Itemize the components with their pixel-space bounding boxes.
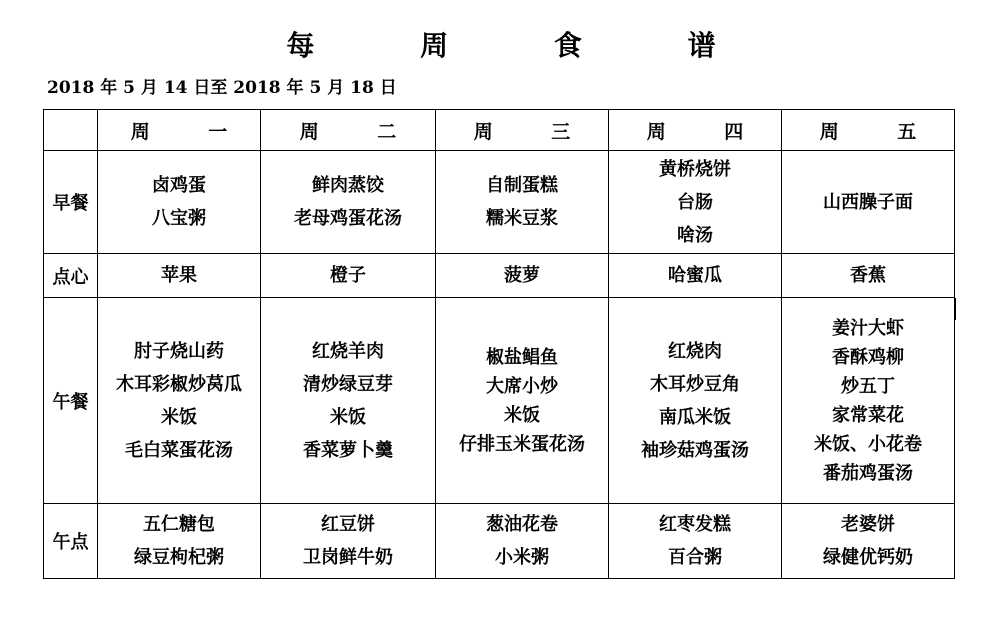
menu-cell [98, 298, 261, 504]
dish: 五仁糖包 [143, 514, 215, 535]
dish: 鲜肉蒸饺 [312, 175, 384, 196]
weekly-menu-table [43, 109, 955, 579]
day-header-mon: 周 一 [98, 110, 261, 151]
menu-cell [98, 254, 261, 298]
dish: 大席小炒 [486, 375, 558, 397]
dish: 小米粥 [495, 547, 549, 568]
table-row [44, 151, 955, 254]
menu-cell [782, 254, 955, 298]
dish: 八宝粥 [152, 208, 206, 229]
dish: 姜汁大虾 [832, 317, 904, 339]
dish: 米饭 [504, 404, 540, 426]
meal-label-snack: 点心 [44, 254, 98, 298]
dish: 米饭 [330, 406, 366, 428]
dish: 肘子烧山药 [134, 340, 224, 362]
dish: 台肠 [677, 191, 713, 213]
menu-cell [782, 504, 955, 579]
day-header-tue: 周 二 [261, 110, 436, 151]
day-header-wed: 周 三 [436, 110, 609, 151]
dish: 菠萝 [504, 265, 540, 286]
dish: 黄桥烧饼 [659, 158, 731, 180]
dish: 香菜萝卜羹 [303, 439, 393, 461]
menu-cell [261, 504, 436, 579]
dish: 香蕉 [850, 265, 886, 286]
dish: 百合粥 [668, 547, 722, 568]
dish: 木耳彩椒炒莴瓜 [116, 373, 242, 395]
menu-cell [436, 254, 609, 298]
dish: 糯米豆浆 [486, 208, 558, 229]
dish: 山西臊子面 [823, 191, 913, 213]
date-range: 2018 年 5 月 14 日至 2018 年 5 月 18 日 [47, 78, 397, 98]
page-title: 每 周 食 谱 [286, 29, 764, 62]
dish: 红烧羊肉 [312, 340, 384, 362]
dish: 老婆饼 [841, 514, 895, 535]
menu-cell [782, 151, 955, 254]
table-row [44, 298, 955, 504]
menu-cell [98, 504, 261, 579]
dish: 绿健优钙奶 [823, 547, 913, 568]
dish: 苹果 [161, 265, 197, 286]
menu-cell [436, 151, 609, 254]
dish: 仔排玉米蛋花汤 [459, 433, 585, 455]
dish: 炒五丁 [841, 375, 895, 397]
dish: 米饭、小花卷 [814, 433, 922, 455]
dish: 家常菜花 [832, 404, 904, 426]
dish: 椒盐鲳鱼 [486, 346, 558, 368]
corner-cell [44, 110, 98, 151]
dish: 木耳炒豆角 [650, 373, 740, 395]
dish: 老母鸡蛋花汤 [294, 208, 402, 229]
dish: 香酥鸡柳 [832, 346, 904, 368]
table-header-row [44, 110, 955, 151]
table-row [44, 504, 955, 579]
menu-cell [436, 298, 609, 504]
menu-cell [261, 298, 436, 504]
table-row [44, 254, 955, 298]
menu-cell [609, 254, 782, 298]
menu-cell [98, 151, 261, 254]
dish: 袖珍菇鸡蛋汤 [641, 439, 749, 461]
dish: 红烧肉 [668, 340, 722, 362]
dish: 毛白菜蛋花汤 [125, 439, 233, 461]
menu-cell [609, 151, 782, 254]
meal-label-breakfast: 早餐 [44, 151, 98, 254]
dish: 红枣发糕 [659, 514, 731, 535]
dish: 南瓜米饭 [659, 406, 731, 428]
menu-cell [261, 254, 436, 298]
dish: 橙子 [330, 265, 366, 286]
dish: 绿豆枸杞粥 [134, 547, 224, 568]
day-header-fri: 周 五 [782, 110, 955, 151]
meal-label-afternoon-snack: 午点 [44, 504, 98, 579]
dish: 哈蜜瓜 [668, 265, 722, 286]
text-cursor-mark [954, 298, 956, 320]
menu-cell [609, 298, 782, 504]
dish: 红豆饼 [321, 514, 375, 535]
meal-label-lunch: 午餐 [44, 298, 98, 504]
dish: 米饭 [161, 406, 197, 428]
menu-cell [261, 151, 436, 254]
dish: 啥汤 [677, 224, 713, 246]
dish: 清炒绿豆芽 [303, 373, 393, 395]
menu-cell [609, 504, 782, 579]
dish: 自制蛋糕 [486, 175, 558, 196]
dish: 卤鸡蛋 [152, 175, 206, 196]
menu-cell [436, 504, 609, 579]
dish: 番茄鸡蛋汤 [823, 462, 913, 484]
dish: 葱油花卷 [486, 514, 558, 535]
day-header-thu: 周 四 [609, 110, 782, 151]
dish: 卫岗鲜牛奶 [303, 547, 393, 568]
menu-cell [782, 298, 955, 504]
